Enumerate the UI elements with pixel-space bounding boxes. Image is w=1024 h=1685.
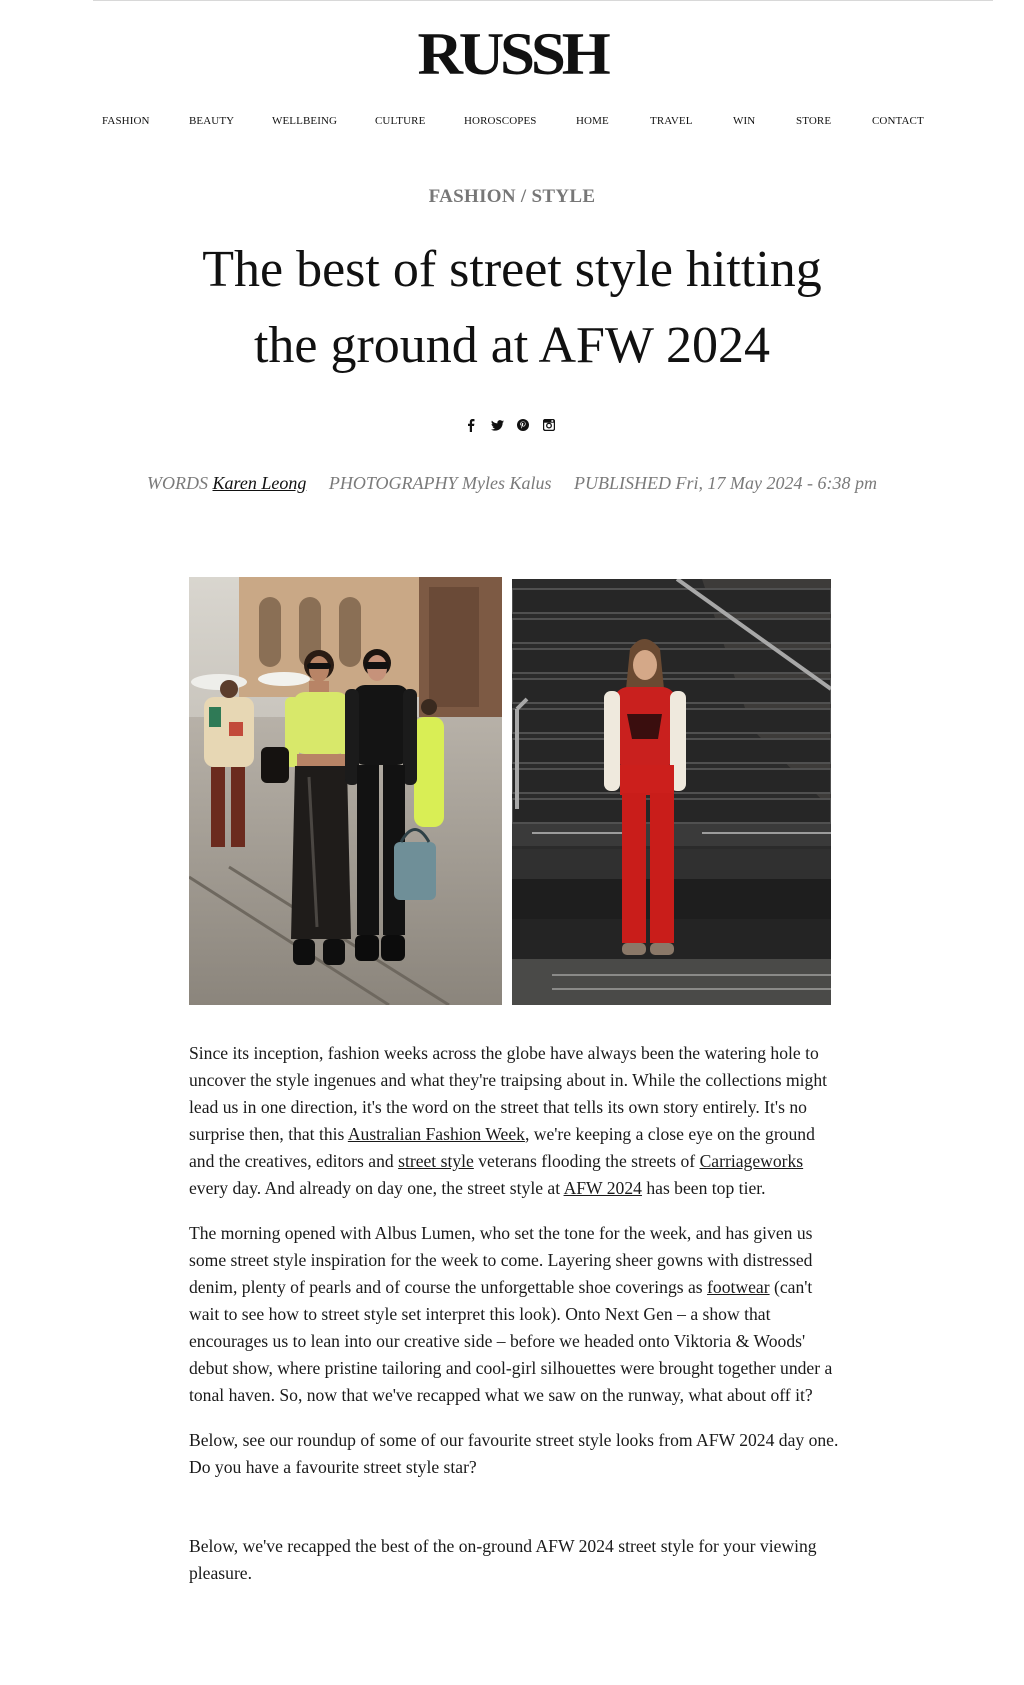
- facebook-icon[interactable]: [464, 418, 478, 432]
- article-paragraph-4: Below, we've recapped the best of the on-ground AFW 2024 street style for your viewing pleasure.: [189, 1536, 817, 1583]
- street-style-photo-2[interactable]: [512, 579, 831, 1005]
- nav-fashion[interactable]: FASHION: [102, 115, 150, 127]
- top-divider: [93, 0, 993, 1]
- nav-win[interactable]: WIN: [733, 115, 756, 127]
- nav-store[interactable]: STORE: [796, 115, 832, 127]
- street-style-photo-1[interactable]: [189, 577, 502, 1005]
- paragraph-text: has been top tier.: [641, 1178, 766, 1198]
- byline-photography: [329, 473, 556, 493]
- byline-photographer: Myles Kalus: [462, 473, 552, 493]
- article-paragraph-2: [189, 1220, 839, 1409]
- nav-culture[interactable]: CULTURE: [375, 115, 426, 127]
- article-title: [162, 232, 862, 384]
- paragraph-text: every day. And already on day one, the street style at: [189, 1178, 564, 1198]
- article-title-line-1: The best of street style hitting: [202, 241, 822, 298]
- twitter-icon[interactable]: [490, 418, 504, 432]
- nav-contact[interactable]: CONTACT: [872, 115, 924, 127]
- link-street-style[interactable]: street style: [398, 1151, 474, 1171]
- pinterest-icon[interactable]: [516, 418, 530, 432]
- byline-published-label: PUBLISHED: [574, 473, 672, 493]
- article-title-line-2: the ground at AFW 2024: [253, 317, 771, 374]
- paragraph-text: (can't wait to see how to street style set interpret this look). Onto Next Gen – a show that encourages us to lean into our creative side – before we headed onto Viktoria & Woods' debut show, where pristine tailoring and cool-girl silhouettes were brought together under a tonal haven. So, now that we've recapped what we saw on the runway, what about off it?: [189, 1277, 833, 1405]
- byline-published-date: Fri, 17 May 2024 - 6:38 pm: [675, 473, 877, 493]
- nav-travel[interactable]: TRAVEL: [650, 115, 693, 127]
- nav-wellbeing[interactable]: WELLBEING: [272, 115, 338, 127]
- site-logo[interactable]: RUSSH: [417, 21, 607, 87]
- instagram-icon[interactable]: [542, 418, 556, 432]
- share-icons: [464, 418, 564, 434]
- nav-horoscopes[interactable]: HOROSCOPES: [464, 115, 537, 127]
- link-afw-2024[interactable]: AFW 2024: [563, 1178, 642, 1198]
- link-australian-fashion-week[interactable]: Australian Fashion Week: [347, 1124, 525, 1144]
- paragraph-text: , we're keeping a close eye on the ground and the creatives, editors and: [189, 1124, 815, 1171]
- nav-home[interactable]: HOME: [576, 115, 609, 127]
- link-carriageworks[interactable]: Carriageworks: [699, 1151, 804, 1171]
- byline-words-label: WORDS: [147, 473, 208, 493]
- byline-photography-label: PHOTOGRAPHY: [328, 473, 458, 493]
- main-nav: [102, 115, 922, 135]
- article-body: [189, 1040, 839, 1605]
- nav-beauty[interactable]: BEAUTY: [189, 115, 235, 127]
- paragraph-text: veterans flooding the streets of: [473, 1151, 700, 1171]
- paragraph-text: Since its inception, fashion weeks across the globe have always been the watering hole to uncover the style ingenues and what they're traipsing about in. While the collections might lead us in one direction, it's the word on the street that tells its own story entirely. It's no surprise then, that this: [189, 1043, 828, 1144]
- article-paragraph-1: [189, 1040, 839, 1202]
- paragraph-text: The morning opened with Albus Lumen, who set the tone for the week, and has given us some street style inspiration for the week to come. Layering sheer gowns with distressed denim, plenty of pearls and of course the unforgettable shoe coverings as: [189, 1223, 813, 1297]
- byline-author-link[interactable]: Karen Leong: [212, 473, 307, 493]
- article-byline: [0, 473, 1024, 494]
- article-category[interactable]: FASHION / STYLE: [428, 186, 596, 207]
- link-footwear[interactable]: footwear: [707, 1277, 770, 1297]
- byline-published: [574, 473, 877, 493]
- article-paragraph-3: Below, see our roundup of some of our favourite street style looks from AFW 2024 day one. Do you have a favourite street style star?: [189, 1430, 839, 1477]
- byline-words: [147, 473, 311, 493]
